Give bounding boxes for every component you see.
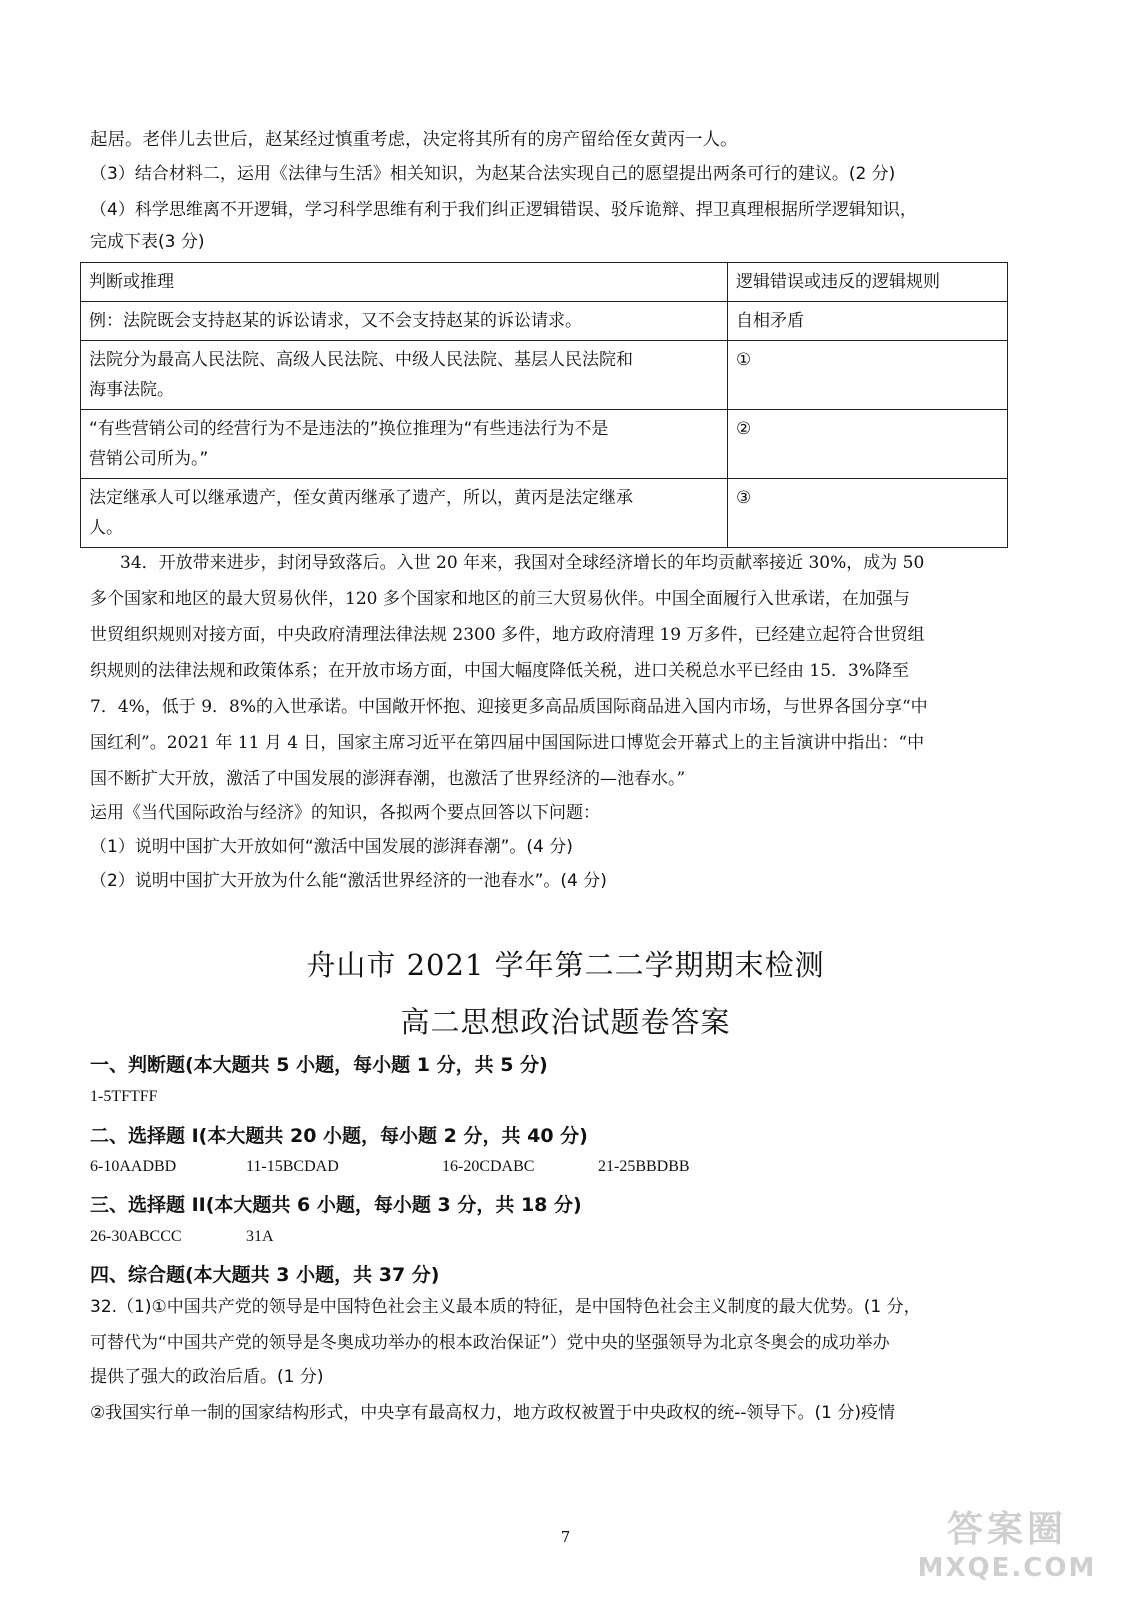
q34-line: 7．4%，低于 9．8%的入世承诺。中国敞开怀抱、迎接更多高品质国际商品进入国内市场，与世界各国分享“中	[90, 697, 928, 717]
table-cell	[81, 302, 728, 341]
section-4-heading: 四、综合题(本大题共 3 小题，共 37 分)	[90, 1264, 440, 1286]
table-row	[81, 302, 1008, 341]
section-3-answers: 26-30ABCCC	[90, 1228, 182, 1245]
section-2-answers: 16-20CDABC	[442, 1158, 535, 1175]
table-header-cell: 逻辑错误或违反的逻辑规则	[728, 263, 1008, 302]
answer-32-line: 可替代为“中国共产党的领导是冬奥成功举办的根本政治保证”）党中央的坚强领导为北京冬奥会的成功举办	[90, 1333, 890, 1353]
section-2-answers: 11-15BCDAD	[246, 1158, 339, 1175]
answer-32-line: ②我国实行单一制的国家结构形式，中央享有最高权力，地方政权被置于中央政权的统--领导下。(1 分)疫情	[90, 1403, 895, 1423]
section-2-heading: 二、选择题 I(本大题共 20 小题，每小题 2 分，共 40 分)	[90, 1125, 588, 1147]
section-2-answers: 6-10AADBD	[90, 1158, 177, 1175]
table-cell: ③	[728, 479, 1008, 548]
cell-text: “有些营销公司的经营行为不是违法的”换位推理为“有些违法行为不是	[89, 419, 609, 439]
table-header-cell: 判断或推理	[81, 263, 728, 302]
cell-text: 海事法院。	[89, 380, 174, 400]
section-3-answers: 31A	[246, 1228, 274, 1245]
question-3: （3）结合材料二，运用《法律与生活》相关知识，为赵某合法实现自己的愿望提出两条可行的建议。(2 分)	[90, 164, 896, 184]
cell-text: 法院分为最高人民法院、高级人民法院、中级人民法院、基层人民法院和	[89, 350, 633, 370]
q34-line: 世贸组织规则对接方面，中央政府清理法律法规 2300 多件，地方政府清理 19 万多件，已经建立起符合世贸组	[90, 625, 925, 645]
section-2-answers: 21-25BBDBB	[598, 1158, 690, 1175]
cell-text: 法定继承人可以继承遗产，侄女黄丙继承了遗产，所以，黄丙是法定继承	[89, 488, 633, 508]
paragraph-line: 起居。老伴儿去世后，赵某经过慎重考虑，决定将其所有的房产留给侄女黄丙一人。	[90, 130, 738, 150]
section-1-heading: 一、判断题(本大题共 5 小题，每小题 1 分，共 5 分)	[90, 1054, 548, 1076]
answer-32-line: 提供了强大的政治后盾。(1 分)	[90, 1367, 324, 1387]
section-3-heading: 三、选择题 II(本大题共 6 小题，每小题 3 分，共 18 分)	[90, 1194, 582, 1216]
cell-text: 例：法院既会支持赵某的诉讼请求，又不会支持赵某的诉讼请求。	[89, 311, 582, 331]
table-cell	[81, 341, 728, 410]
table-row	[81, 341, 1008, 410]
question-4-line1: （4）科学思维离不开逻辑，学习科学思维有利于我们纠正逻辑错误、驳斥诡辩、捍卫真理根据所学逻辑知识，	[90, 200, 917, 220]
q34-line: 国红利”。2021 年 11 月 4 日，国家主席习近平在第四届中国国际进口博览会开幕式上的主旨演讲中指出：“中	[90, 733, 925, 753]
q34-line: 织规则的法律法规和政策体系；在开放市场方面，中国大幅度降低关税，进口关税总水平已经由 15．3%降至	[90, 661, 910, 681]
watermark-url: MXQE.COM	[917, 1553, 1097, 1583]
section-1-answers: 1-5TFTFF	[90, 1088, 158, 1105]
table-cell: 自相矛盾	[728, 302, 1008, 341]
table-cell	[81, 410, 728, 479]
q34-sub2: （2）说明中国扩大开放为什么能“激活世界经济的一池春水”。(4 分)	[90, 871, 607, 891]
answer-title: 舟山市 2021 学年第二二学期期末检测	[306, 948, 825, 982]
page-number: 7	[560, 1528, 571, 1546]
answer-32-line: 32.（1)①中国共产党的领导是中国特色社会主义最本质的特征，是中国特色社会主义制度的最大优势。(1 分，	[90, 1297, 921, 1317]
table-cell: ①	[728, 341, 1008, 410]
q34-line: 国不断扩大开放，激活了中国发展的澎湃春潮，也激活了世界经济的—池春水。”	[90, 769, 686, 789]
q34-prompt: 运用《当代国际政治与经济》的知识，各拟两个要点回答以下问题：	[90, 803, 600, 823]
answer-subtitle: 高二思想政治试题卷答案	[400, 1005, 731, 1039]
table-cell: ②	[728, 410, 1008, 479]
cell-text: 营销公司所为。”	[89, 449, 209, 469]
q34-line: 多个国家和地区的最大贸易伙伴，120 多个国家和地区的前三大贸易伙伴。中国全面履行入世承诺，在加强与	[90, 589, 910, 609]
cell-text: 人。	[89, 518, 123, 538]
q34-line: 34．开放带来进步，封闭导致落后。入世 20 年来，我国对全球经济增长的年均贡献率接近 30%，成为 50	[120, 553, 925, 573]
q34-sub1: （1）说明中国扩大开放如何“激活中国发展的澎湃春潮”。(4 分)	[90, 837, 573, 857]
table-header-row	[81, 263, 1008, 302]
watermark-text: 答案圈	[946, 1509, 1067, 1550]
logic-table	[80, 262, 1008, 548]
watermark-logo	[907, 1508, 1107, 1590]
question-4-line2: 完成下表(3 分)	[90, 232, 205, 252]
table-row	[81, 479, 1008, 548]
table-cell	[81, 479, 728, 548]
table-row	[81, 410, 1008, 479]
